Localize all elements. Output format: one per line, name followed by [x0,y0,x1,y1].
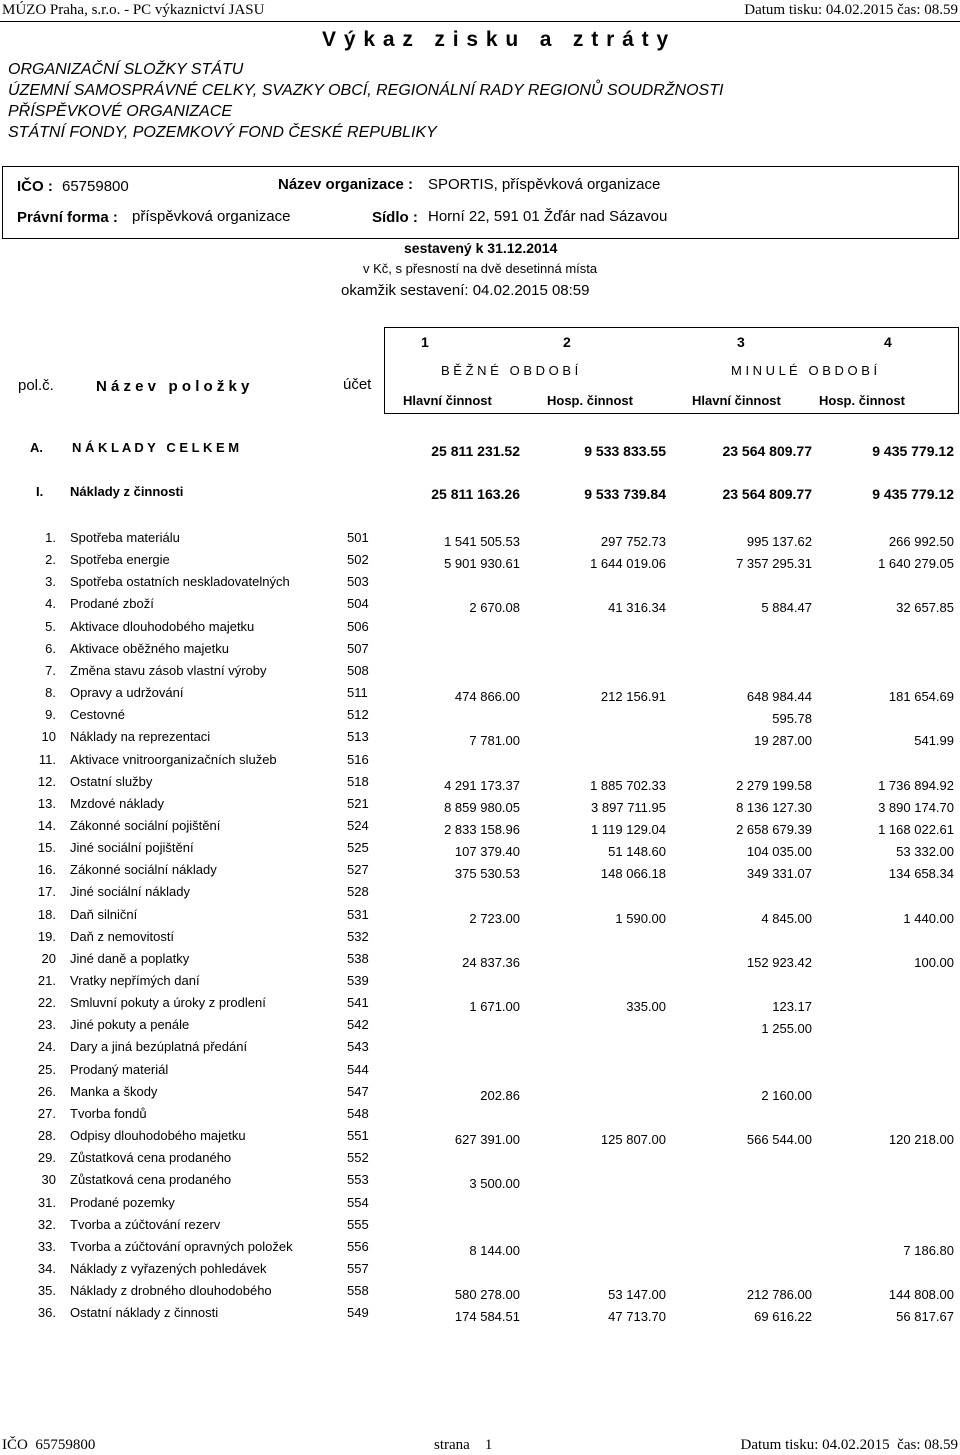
row-item-name: Aktivace dlouhodobého majetku [70,618,255,634]
row-pol-number: 29. [37,1150,56,1166]
row-pol-number: 32. [37,1216,56,1232]
row-account: 532 [347,928,369,944]
row-value-1: 2 670.08 [469,600,520,616]
row-value-1: 1 541 505.53 [444,534,520,549]
row-value-3: 212 786.00 [746,1287,812,1303]
row-pol-number: 23. [37,1017,56,1033]
row-item-name: Opravy a udržování [70,685,184,701]
row-value-4: 120 218.00 [888,1132,954,1148]
row-pol-number: 20 [41,950,56,966]
subtotal-v1: 25 811 163.26 [431,486,520,502]
row-item-name: Cestovné [70,707,125,723]
row-item-name: Daň silniční [70,906,138,922]
pol-header: pol.č. [18,377,54,394]
row-account: 542 [347,1017,369,1033]
row-value-1: 474 866.00 [454,689,520,705]
row-pol-number: 3. [45,574,56,590]
row-account: 525 [347,840,369,856]
row-value-1: 174 584.51 [454,1309,520,1325]
header-divider [0,21,960,22]
row-value-1: 1 671.00 [469,999,520,1015]
row-value-1: 8 859 980.05 [444,799,520,815]
row-item-name: Ostatní náklady z činnosti [70,1305,219,1321]
row-item-name: Zůstatková cena prodaného [70,1172,232,1188]
row-account: 541 [347,995,369,1011]
row-pol-number: 14. [37,817,56,833]
footer-page: strana 1 [434,1437,493,1453]
row-account: 521 [347,795,369,811]
total-v2: 9 533 833.55 [584,443,666,459]
row-value-4: 56 817.67 [896,1309,954,1325]
row-value-4: 1 736 894.92 [878,777,954,793]
category-4: STÁTNÍ FONDY, POZEMKOVÝ FOND ČESKÉ REPUBLIKY [8,124,437,141]
row-item-name: Jiné sociální pojištění [70,840,194,856]
row-pol-number: 21. [37,973,56,988]
row-value-3: 595.78 [772,711,812,727]
row-value-2: 335.00 [626,999,666,1015]
header-right-line [958,327,959,414]
previous-period-header: M I N U L É O B D O B Í [731,363,878,378]
row-item-name: Zákonné sociální náklady [70,862,217,878]
footer-print-date: Datum tisku: 04.02.2015 čas: 08.59 [740,1437,958,1453]
row-pol-number: 15. [37,840,56,856]
header-bottom-line [384,413,959,414]
subtotal-pol: I. [36,484,44,499]
row-value-2: 47 713.70 [608,1309,666,1325]
current-period-header: B Ě Ž N É O B D O B Í [441,363,579,378]
row-account: 555 [347,1216,369,1232]
row-item-name: Aktivace vnitroorganizačních služeb [70,751,277,767]
seat-value: Horní 22, 591 01 Žďár nad Sázavou [428,208,668,225]
row-value-1: 627 391.00 [454,1132,520,1148]
row-value-2: 41 316.34 [608,600,666,616]
subtotal-v2: 9 533 739.84 [584,486,666,502]
current-hosp-header: Hosp. činnost [547,393,633,408]
row-value-3: 7 357 295.31 [736,556,812,572]
col-number-2: 2 [563,334,571,350]
row-item-name: Jiné sociální náklady [70,884,190,900]
row-account: 518 [347,773,369,789]
row-value-4: 3 890 174.70 [878,799,954,815]
row-pol-number: 17. [37,884,56,900]
row-item-name: Daň z nemovitostí [70,928,175,944]
total-v1: 25 811 231.52 [431,443,520,459]
subtotal-v4: 9 435 779.12 [872,486,954,502]
row-item-name: Tvorba a zúčtování rezerv [70,1216,221,1232]
previous-hosp-header: Hosp. činnost [819,393,905,408]
org-name-label: Název organizace : [278,176,414,193]
row-account: 524 [347,817,369,833]
row-pol-number: 26. [37,1083,56,1099]
row-pol-number: 24. [37,1039,56,1055]
row-value-2: 3 897 711.95 [591,799,666,815]
row-pol-number: 6. [45,640,56,656]
ico-value: 65759800 [62,178,129,195]
row-account: 544 [347,1061,369,1077]
ico-label: IČO : [17,178,53,195]
row-value-1: 8 144.00 [469,1242,520,1258]
row-value-4: 53 332.00 [896,844,954,860]
row-account: 552 [347,1150,369,1166]
row-pol-number: 2. [45,552,56,568]
row-value-1: 202.86 [480,1087,520,1103]
row-pol-number: 35. [37,1283,56,1299]
row-value-4: 134 658.34 [888,866,954,882]
row-item-name: Vratky nepřímých daní [70,973,200,988]
row-account: 503 [347,574,369,590]
row-value-3: 995 137.62 [746,534,812,549]
row-value-3: 2 658 679.39 [736,821,812,837]
row-value-2: 53 147.00 [608,1287,666,1303]
row-pol-number: 18. [37,906,56,922]
row-value-4: 181 654.69 [888,689,954,705]
row-value-3: 349 331.07 [746,866,812,882]
row-item-name: Smluvní pokuty a úroky z prodlení [70,995,266,1011]
row-value-1: 4 291 173.37 [444,777,520,793]
row-item-name: Odpisy dlouhodobého majetku [70,1128,246,1144]
row-pol-number: 25. [37,1061,56,1077]
col-number-1: 1 [421,334,429,350]
row-item-name: Zůstatková cena prodaného [70,1150,232,1166]
row-item-name: Prodaný materiál [70,1061,169,1077]
footer-ico: IČO 65759800 [2,1437,96,1453]
row-pol-number: 9. [45,707,56,723]
row-value-4: 1 168 022.61 [878,821,954,837]
row-account: 511 [347,685,368,701]
row-item-name: Spotřeba energie [70,552,170,568]
row-item-name: Jiné daně a poplatky [70,950,190,966]
row-value-4: 32 657.85 [896,600,954,616]
row-value-3: 648 984.44 [746,689,812,705]
row-value-3: 4 845.00 [761,910,812,926]
row-pol-number: 11. [38,751,56,767]
row-value-1: 2 833 158.96 [444,821,520,837]
row-value-1: 7 781.00 [469,733,520,749]
col-number-3: 3 [737,334,745,350]
header-top-line [384,327,959,328]
row-pol-number: 5. [45,618,56,634]
report-title: V ý k a z z i s k u a z t r á t y [322,28,670,51]
row-account: 553 [347,1172,369,1188]
row-account: 502 [347,552,369,568]
row-value-4: 100.00 [914,954,954,970]
row-account: 528 [347,884,369,900]
row-pol-number: 16. [37,862,56,878]
legal-form-label: Právní forma : [17,209,118,226]
row-item-name: Manka a škody [70,1083,158,1099]
row-pol-number: 1. [45,530,56,545]
header-print-date: Datum tisku: 04.02.2015 čas: 08.59 [744,2,958,18]
row-value-3: 19 287.00 [754,733,812,749]
category-3: PŘÍSPĚVKOVÉ ORGANIZACE [8,103,233,120]
row-account: 548 [347,1105,369,1121]
current-main-header: Hlavní činnost [403,393,492,408]
row-item-name: Náklady z vyřazených pohledávek [70,1260,267,1276]
row-value-3: 566 544.00 [746,1132,812,1148]
subtotal-name: Náklady z činnosti [70,484,184,499]
col-number-4: 4 [884,334,892,350]
row-account: 506 [347,618,369,634]
row-value-2: 51 148.60 [608,844,666,860]
row-item-name: Aktivace oběžného majetku [70,640,229,656]
row-account: 558 [347,1283,369,1299]
row-value-3: 8 136 127.30 [736,799,812,815]
row-account: 538 [347,950,369,966]
row-account: 547 [347,1083,369,1099]
row-account: 508 [347,662,369,678]
row-item-name: Ostatní služby [70,773,153,789]
compiled-date: sestavený k 31.12.2014 [404,240,558,256]
row-pol-number: 30 [41,1172,56,1188]
row-pol-number: 22. [37,995,56,1011]
units-note: v Kč, s přesností na dvě desetinná místa [363,261,598,276]
row-account: 531 [347,906,369,922]
row-value-1: 580 278.00 [454,1287,520,1303]
row-value-2: 1 590.00 [615,910,666,926]
row-item-name: Spotřeba materiálu [70,530,180,545]
header-left: MÚZO Praha, s.r.o. - PC výkaznictví JASU [2,2,265,18]
row-value-1: 375 530.53 [454,866,520,882]
row-value-3: 5 884.47 [761,600,812,616]
row-value-2: 148 066.18 [600,866,666,882]
previous-main-header: Hlavní činnost [692,393,781,408]
row-pol-number: 27. [37,1105,56,1121]
row-value-2: 1 119 129.04 [591,821,666,837]
category-2: ÚZEMNÍ SAMOSPRÁVNÉ CELKY, SVAZKY OBCÍ, REGIONÁLNÍ RADY REGIONŮ SOUDRŽNOSTI [8,82,724,99]
row-account: 527 [347,862,369,878]
row-value-1: 2 723.00 [469,910,520,926]
row-value-4: 7 186.80 [903,1242,954,1258]
row-account: 554 [347,1194,369,1210]
row-account: 549 [347,1305,369,1321]
row-value-4: 1 640 279.05 [878,556,954,572]
row-account: 513 [347,729,369,745]
row-pol-number: 12. [37,773,56,789]
row-pol-number: 4. [45,596,56,612]
row-account: 543 [347,1039,369,1055]
row-account: 516 [347,751,369,767]
row-account: 501 [347,530,369,545]
row-account: 557 [347,1260,369,1276]
row-pol-number: 13. [37,795,56,811]
compile-moment: okamžik sestavení: 04.02.2015 08:59 [341,282,590,299]
row-item-name: Zákonné sociální pojištění [70,817,221,833]
row-value-3: 104 035.00 [746,844,812,860]
total-pol: A. [30,440,43,455]
row-value-2: 212 156.91 [600,689,666,705]
row-value-3: 123.17 [772,999,812,1015]
header-left-line [384,327,385,414]
row-item-name: Mzdové náklady [70,795,164,811]
subtotal-v3: 23 564 809.77 [722,486,812,502]
row-value-1: 107 379.40 [454,844,520,860]
row-item-name: Dary a jiná bezúplatná předání [70,1039,248,1055]
row-value-3: 2 279 199.58 [736,777,812,793]
row-value-4: 266 992.50 [888,534,954,549]
row-pol-number: 28. [37,1128,56,1144]
row-pol-number: 19. [37,928,56,944]
row-account: 551 [347,1128,369,1144]
org-name-value: SPORTIS, příspěvková organizace [428,176,661,193]
row-item-name: Jiné pokuty a penále [70,1017,190,1033]
row-item-name: Spotřeba ostatních neskladovatelných [70,574,290,590]
total-v4: 9 435 779.12 [872,443,954,459]
seat-label: Sídlo : [372,209,418,226]
row-account: 512 [347,707,369,723]
row-value-3: 69 616.22 [754,1309,812,1325]
row-item-name: Prodané pozemky [70,1194,175,1210]
row-value-1: 24 837.36 [462,954,520,970]
row-account: 539 [347,973,369,988]
row-value-4: 1 440.00 [903,910,954,926]
row-item-name: Prodané zboží [70,596,154,612]
row-pol-number: 10 [41,729,56,745]
row-item-name: Tvorba fondů [70,1105,147,1121]
row-value-2: 1 644 019.06 [590,556,666,572]
row-value-1: 3 500.00 [469,1176,520,1192]
legal-form-value: příspěvková organizace [132,208,291,225]
row-value-3: 152 923.42 [746,954,812,970]
row-pol-number: 36. [37,1305,56,1321]
row-pol-number: 7. [45,662,56,678]
row-account: 504 [347,596,369,612]
category-1: ORGANIZAČNÍ SLOŽKY STÁTU [8,61,244,78]
row-value-2: 1 885 702.33 [590,777,666,793]
row-value-3: 1 255.00 [761,1021,812,1037]
row-pol-number: 31. [37,1194,56,1210]
row-item-name: Změna stavu zásob vlastní výroby [70,662,267,678]
total-name: N Á K L A D Y C E L K E M [72,440,240,455]
row-pol-number: 33. [37,1238,56,1254]
row-value-4: 541.99 [914,733,954,749]
row-value-2: 125 807.00 [600,1132,666,1148]
row-value-4: 144 808.00 [888,1287,954,1303]
row-item-name: Náklady z drobného dlouhodobého [70,1283,272,1299]
account-header: účet [343,376,372,393]
row-pol-number: 34. [37,1260,56,1276]
row-item-name: Náklady na reprezentaci [70,729,211,745]
name-header: N á z e v p o l o ž k y [96,378,250,395]
row-pol-number: 8. [45,685,56,701]
row-value-3: 2 160.00 [761,1087,812,1103]
row-account: 556 [347,1238,369,1254]
row-value-1: 5 901 930.61 [444,556,520,572]
row-item-name: Tvorba a zúčtování opravných položek [70,1238,293,1254]
row-account: 507 [347,640,369,656]
row-value-2: 297 752.73 [600,534,666,549]
total-v3: 23 564 809.77 [722,443,812,459]
